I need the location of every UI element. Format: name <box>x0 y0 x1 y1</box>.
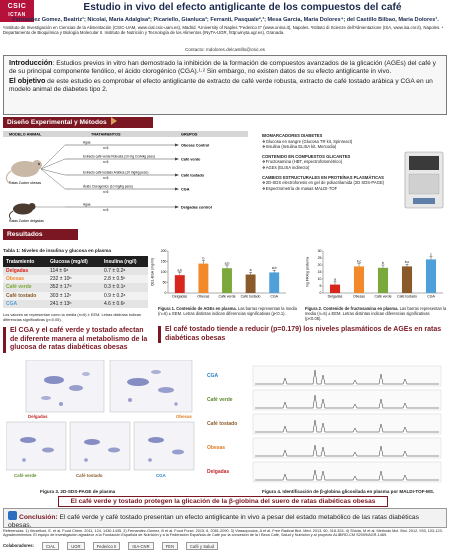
checklist-item: ❖ 2D-SDS electroforesis en gel de poliacrilamida (2D SDS-PAGE) <box>262 180 402 186</box>
x-tick-label: Obesas <box>197 294 210 299</box>
methods-heading: Diseño Experimental y Métodos <box>7 119 107 126</box>
tof-spectrum <box>207 390 441 410</box>
treatment-n: n=6 <box>103 160 109 165</box>
significance-letter: a <box>249 268 252 273</box>
figure1-caption-title: Figura 1. Contenido de AGEs en plasma. <box>158 306 237 311</box>
y-tick-label: 30 <box>317 249 322 254</box>
lean-rat-label: Ratas Zucker delgadas <box>9 219 44 223</box>
group-label: Café tostado <box>181 173 204 178</box>
x-tick-label: CGA <box>427 294 435 299</box>
objective-text: de este estudio es comprobar el efecto antiglicante de extracto de café verde robusta, extracto de café tostado arábica y CGA en un modelo animal de diabetes tipo 2. <box>9 77 433 93</box>
intro-label: Introducción <box>9 58 53 67</box>
bar <box>175 275 185 293</box>
treatment-n: n=6 <box>103 146 109 151</box>
table-cell: Café tostado <box>6 292 37 299</box>
significance-letter: a,b <box>224 261 230 266</box>
figure2-caption <box>305 306 447 321</box>
y-tick-label: 0 <box>319 291 322 296</box>
checklist-item: ❖ Espectrometría de masas MALDI-TOF <box>262 186 402 192</box>
bar <box>378 268 388 293</box>
x-tick-label: CGA <box>270 294 278 299</box>
table-cell: 4.6 ± 0.6ᶜ <box>104 300 126 307</box>
gel-cafe-tostado <box>70 422 130 478</box>
gel-label: Delgadas <box>28 414 48 419</box>
table-cell: Café verde <box>6 284 32 291</box>
checklist-heading: BIOMARCADORES DIABETES <box>262 133 323 138</box>
references <box>3 529 447 538</box>
collaborator-logo: ISA-CNR <box>128 542 153 550</box>
y-axis-label: mg FRA/g proteína <box>305 256 310 288</box>
table-cell: 0.9 ± 0.2ᵃ <box>104 292 126 299</box>
figure2-caption-title: Figura 2. Contenido de fructosamina en plasma. <box>305 306 399 311</box>
play-icon <box>111 117 117 125</box>
treatment-n: n=6 <box>103 190 109 195</box>
collaborator-logo: UGR <box>67 542 84 550</box>
y-tick-label: 25 <box>317 256 322 261</box>
y-tick-label: 10 <box>317 277 322 282</box>
treatment-row <box>65 141 209 151</box>
tof-spectrum <box>207 438 441 458</box>
gel-delgadas <box>26 360 104 419</box>
treatment-label: Agua <box>83 202 91 207</box>
figure2-fructosamine-chart <box>305 245 447 305</box>
table-header: Insulina (ng/l) <box>101 256 148 267</box>
table-cell: 114 ± 6ᵃ <box>50 268 69 275</box>
x-tick-label: Café tostado <box>240 294 261 299</box>
checklist-item: ❖ AGEs (ELISA indirecto) <box>262 165 402 171</box>
tof-label: Obesas <box>207 445 226 451</box>
contact-email: Contacto: mdolores.delcastillo@csic.es <box>185 47 265 52</box>
table-cell: 0.3 ± 0.1ᵃ <box>104 284 126 291</box>
tof-label: Café tostado <box>207 421 238 427</box>
branch-line <box>41 159 65 169</box>
table-cell: CGA <box>6 300 18 307</box>
table-cell: Obesas <box>6 276 25 283</box>
arrow-head-icon <box>175 206 179 209</box>
tof-label: CGA <box>207 373 219 379</box>
y-tick-label: 15 <box>317 270 322 275</box>
table-cell: 352 ± 17ᵈ <box>50 284 72 291</box>
gel-obesas <box>110 360 192 419</box>
gel-cga <box>134 422 194 478</box>
significance-letter: b <box>382 260 384 265</box>
obese-rat-label: Ratas Zucker obesas <box>9 181 42 185</box>
group-label: CGA <box>181 187 190 192</box>
x-tick-label: Obesas <box>352 294 366 299</box>
gel-cafe-verde <box>6 422 66 478</box>
gel-label: Café verde <box>14 473 37 478</box>
y-tick-label: 5 <box>319 284 322 289</box>
bar <box>354 266 364 293</box>
checklist-heading: CONTENIDO EN COMPUESTOS GLICANTES <box>262 153 351 159</box>
treatment-label: Agua <box>83 140 91 145</box>
y-tick-label: 150 <box>160 259 167 264</box>
results-section-bar <box>3 229 78 240</box>
table-cell: 232 ± 10ᵇ <box>50 276 72 283</box>
gel-label: Obesas <box>176 414 192 419</box>
checklist-item: ❖ Insulina (Insulina ELISA kit, Mercodia) <box>262 144 402 150</box>
tof-spectrum <box>207 366 441 386</box>
treatment-row <box>65 185 190 195</box>
y-axis-label: CEL-BSA (mg/ml) <box>150 257 155 287</box>
figure2-caption-text: Las barras representan la media (n=6) ± EEM. Letras distintas indican diferencias significativas (p<0.05). <box>305 306 447 322</box>
lean-rat-icon <box>9 203 35 219</box>
branch-line <box>41 145 65 169</box>
highlight-ages: El café tostado tiende a reducir (p=0.179) los niveles plasmáticos de AGEs en ratas diabéticas obesas <box>158 326 448 343</box>
treatment-label: Extracto café tostado Arábica (10 mg/kg peso) <box>83 170 149 175</box>
collaborator-logo: Federico II <box>93 542 121 550</box>
collaborator-logo: FEN <box>162 542 178 550</box>
y-tick-label: 50 <box>162 280 167 285</box>
table-row <box>3 267 148 275</box>
intro-text: : Estudios previos in vitro han demostrado la inhibición de la formación de compuestos avanzados de la glicación (AGEs) del café y de su principal componente fenólico, el ácido clorogénico (CGA).¹·² Sin embargo, no existen datos de su efecto antiglicante in vivo. <box>9 60 436 76</box>
tof-spectrum <box>207 414 441 434</box>
references-text: Referencias: 1) Verzelloni, E. et al. Food Chem. 2011, 124, 1430-1435. 2) Fernandez-Gomez, B et al. Food Funct. 2015, 6, 2081-2090. 3) Vlassopoulos, A et al. Free Radical Biol. Med. 2013, 60, 318-324. 4) Shiota, M et al. Methods Mol. Biol. 2012, 933, 103-123. <box>3 529 443 533</box>
y-tick-label: 0 <box>164 291 167 296</box>
sds-page-gels <box>6 360 196 480</box>
treatment-n: n=6 <box>103 176 109 181</box>
arrow-head-icon <box>175 144 179 147</box>
table-note: Los valores se representan como la media (n=6) ± EEM. Letras distintas indican diferencias significativas (p<0.05). <box>3 312 142 322</box>
gel-label: CGA <box>156 473 166 478</box>
collaborators-label: Colaboradores: <box>3 543 34 548</box>
group-label: Café verde <box>181 157 201 162</box>
arrow-head-icon <box>175 174 179 177</box>
bar <box>402 266 412 293</box>
x-tick-label: Café verde <box>218 294 236 299</box>
obese-rat-icon <box>6 160 42 183</box>
significance-letter: a,b <box>271 266 277 271</box>
figure1-caption-text: Las barras representan la media (n=6) ± EEM. Letras distintas indican diferencias significativas (p<0.1). <box>158 306 297 317</box>
significance-letter: b,c <box>356 259 362 264</box>
conclusion-text: El café verde y café tostado presentan un efecto antiglicante in vivo a pesar del estado metabólico de las ratas diabéticas obesas. <box>8 514 419 529</box>
methods-checklist <box>262 129 402 191</box>
table-title: Tabla 1: Niveles de insulina y glucosa en plasma <box>3 248 112 253</box>
x-tick-label: Café tostado <box>397 294 417 299</box>
collaborator-logo: Café y Salud <box>186 542 218 550</box>
affiliations: ¹Instituto de Investigación en Ciencias de la Alimentación (CSIC-UAM, www.cial.csic-uam.es), Madrid. ²University of Naples "Federico II" (www.unina.it), Napoles. ³Istituto di Scienze dell'Alimentazione (ISA, www.isa.cnr.it), Napoles. ⁴ Departamento de Bioquímica y Biología Molecular II. Instituto de Nutrición y Tecnología de los Alimentos (INyTA-UGR, http:winyta.ugr.es), Granada. <box>3 25 444 36</box>
table-cell: 0.7 ± 0.2ᵃ <box>104 268 126 275</box>
significance-letter: b <box>202 256 205 261</box>
authors: Fernandez Gomez, Beatriz¹; Nicolai, Maria Adalgisa²; Picariello, Gianluca³; Ferranti, Pasquale²,³; Mesa Garcia, Maria Dolores⁴; del Castillo Bilbao, Maria Dolores¹. <box>12 17 439 23</box>
y-tick-label: 200 <box>160 249 167 254</box>
objective-label: El objetivo <box>9 75 46 85</box>
table-cell: 2.8 ± 0.5ᵇ <box>104 276 126 283</box>
table-cell: 241 ± 13ᵇ <box>50 300 72 307</box>
col-model: MODELO ANIMAL <box>9 132 42 137</box>
bar <box>222 268 232 293</box>
bar <box>198 264 208 293</box>
significance-letter: a <box>334 277 336 282</box>
maldi-tof-spectra <box>205 360 445 488</box>
poster-title: Estudio in vivo del efecto antiglicante de los compuestos del café <box>83 2 402 13</box>
arrow-head-icon <box>175 158 179 161</box>
treatment-label: Ácido Clorogénico (10 mg/kg peso) <box>83 184 133 189</box>
checklist-item: ❖ Fructosamina (HBT, espectrofotométrico) <box>262 159 402 165</box>
x-tick-label: Café verde <box>374 294 392 299</box>
table-header: Tratamiento <box>3 256 47 267</box>
significance-letter: b,c <box>404 260 410 265</box>
insulin-glucose-table <box>3 256 148 308</box>
figure3-caption: Figura 3. 2D-SDS-PAGE de plasma <box>40 489 116 494</box>
conclusion-label: Conclusión: <box>19 514 58 521</box>
conclusion-bullet-icon <box>8 511 17 520</box>
bar <box>426 259 436 293</box>
treatment-row <box>65 203 212 213</box>
treatment-row <box>65 171 205 181</box>
intro-box <box>3 55 447 115</box>
csic-logo: CSIC ICTAN <box>0 0 34 22</box>
col-treat: TRATAMIENTOS <box>91 132 121 137</box>
x-tick-label: Delgadas <box>327 294 343 299</box>
collaborators-row <box>3 541 447 550</box>
figure1-caption <box>158 306 300 316</box>
treatment-row <box>65 155 200 165</box>
y-tick-label: 20 <box>317 263 322 268</box>
table-cell: Delgadas <box>6 268 29 275</box>
bar <box>269 272 279 293</box>
bar <box>330 285 340 293</box>
experimental-design-diagram <box>3 131 248 223</box>
x-tick-label: Delgadas <box>172 294 188 299</box>
checklist-item: ❖ Glucosa en sangre (Glucosa TR kit, Spinreact) <box>262 139 402 145</box>
table-row <box>3 300 148 308</box>
highlight-globin: El café verde y tostado protegen la glicación de la β-globina del suero de ratas diabéticas obesas <box>58 496 388 507</box>
acknowledgements-text: Agradecimientos: El equipo de investigación agradece a la Fundación Española de Nutrición y a la Federación Española de Café por la concesión de la I Beca Café, Salud y Nutrición y al proyecto ALIBIRD-CM S2009/AGR-1469. <box>3 533 388 538</box>
bar <box>246 275 256 293</box>
table-cell: 303 ± 12ᶜ <box>50 292 72 299</box>
significance-letter: a,b <box>177 268 183 273</box>
gel-label: Café tostado <box>76 473 103 478</box>
highlight-glucose: El CGA y el café verde y tostado afectan de diferente manera al metabolismo de la glucosa de ratas diabéticas obesas <box>3 327 153 353</box>
significance-letter: c <box>430 252 432 257</box>
tof-label: Café verde <box>207 397 233 403</box>
treatment-n: n=6 <box>103 208 109 213</box>
group-label: Obesas Control <box>181 143 210 148</box>
group-label: Delgadas control <box>181 205 212 210</box>
table-row <box>3 292 148 300</box>
collaborator-logo: CIAL <box>42 542 59 550</box>
table-row <box>3 283 148 291</box>
table-row <box>3 275 148 283</box>
conclusion-box <box>3 508 447 528</box>
col-groups: GRUPOS <box>181 132 198 137</box>
figure1-ages-chart <box>150 245 290 305</box>
figure4-caption: Figura 4. Identificación de β-globina glicosilada en plasma por MALDI-TOF-MS. <box>262 489 435 494</box>
treatment-label: Extracto café verde Robusta (10 mg CGA/kg peso) <box>83 154 155 159</box>
y-tick-label: 100 <box>160 270 167 275</box>
checklist-heading: CAMBIOS ESTRUCTURALES EN PROTEÍNAS PLASMÁTICAS <box>262 174 384 180</box>
arrow-head-icon <box>175 188 179 191</box>
lab-instrument-image <box>403 150 445 210</box>
tof-spectrum <box>207 462 441 482</box>
table-header: Glucosa (mg/dl) <box>47 256 101 267</box>
results-heading: Resultados <box>7 231 43 238</box>
tof-label: Delgadas <box>207 469 230 475</box>
methods-section-bar <box>3 117 153 128</box>
